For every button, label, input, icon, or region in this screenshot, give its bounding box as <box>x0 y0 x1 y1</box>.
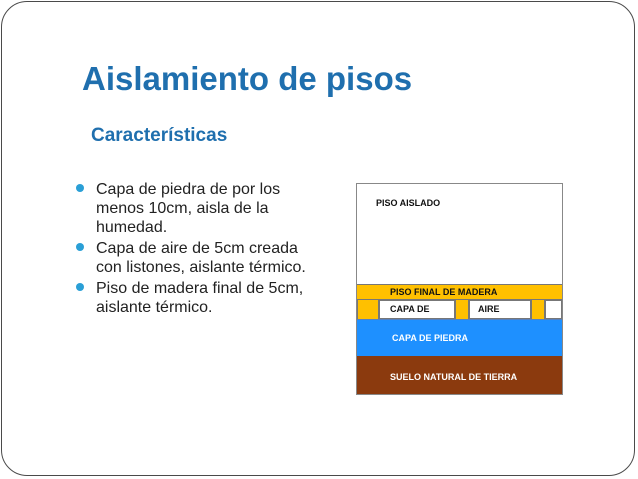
stone-layer-label: CAPA DE PIEDRA <box>392 333 469 343</box>
wood-floor-label: PISO FINAL DE MADERA <box>390 287 498 297</box>
floor-insulation-diagram <box>356 183 563 395</box>
slide-subtitle: Características <box>91 125 228 146</box>
bullet-list <box>76 180 306 319</box>
batten <box>455 300 469 319</box>
bullet-text: Capa de piedra de por los menos 10cm, aisla de la humedad. <box>96 181 281 236</box>
piso-aislado-label: PISO AISLADO <box>376 198 441 208</box>
soil-layer-label: SUELO NATURAL DE TIERRA <box>390 372 518 382</box>
bullet-dot-icon <box>76 243 84 251</box>
slide-title: Aislamiento de pisos <box>82 60 413 97</box>
batten <box>357 300 379 319</box>
air-layer <box>357 300 562 319</box>
stone-layer <box>357 319 562 356</box>
air-gap <box>469 300 531 319</box>
capa-de-label: CAPA DE <box>390 304 430 314</box>
bullet-text: Capa de aire de 5cm creada con listones, aislante térmico. <box>96 240 306 276</box>
bullet-item <box>76 279 306 317</box>
soil-layer <box>357 356 562 394</box>
batten <box>531 300 545 319</box>
bullet-item <box>76 180 306 237</box>
aire-label: AIRE <box>478 304 500 314</box>
bullet-text: Piso de madera final de 5cm, aislante térmico. <box>96 280 304 316</box>
wood-floor-layer <box>357 284 562 300</box>
bullet-item <box>76 239 306 277</box>
bullet-dot-icon <box>76 283 84 291</box>
bullet-dot-icon <box>76 184 84 192</box>
air-gap <box>545 300 562 319</box>
air-gap <box>379 300 455 319</box>
